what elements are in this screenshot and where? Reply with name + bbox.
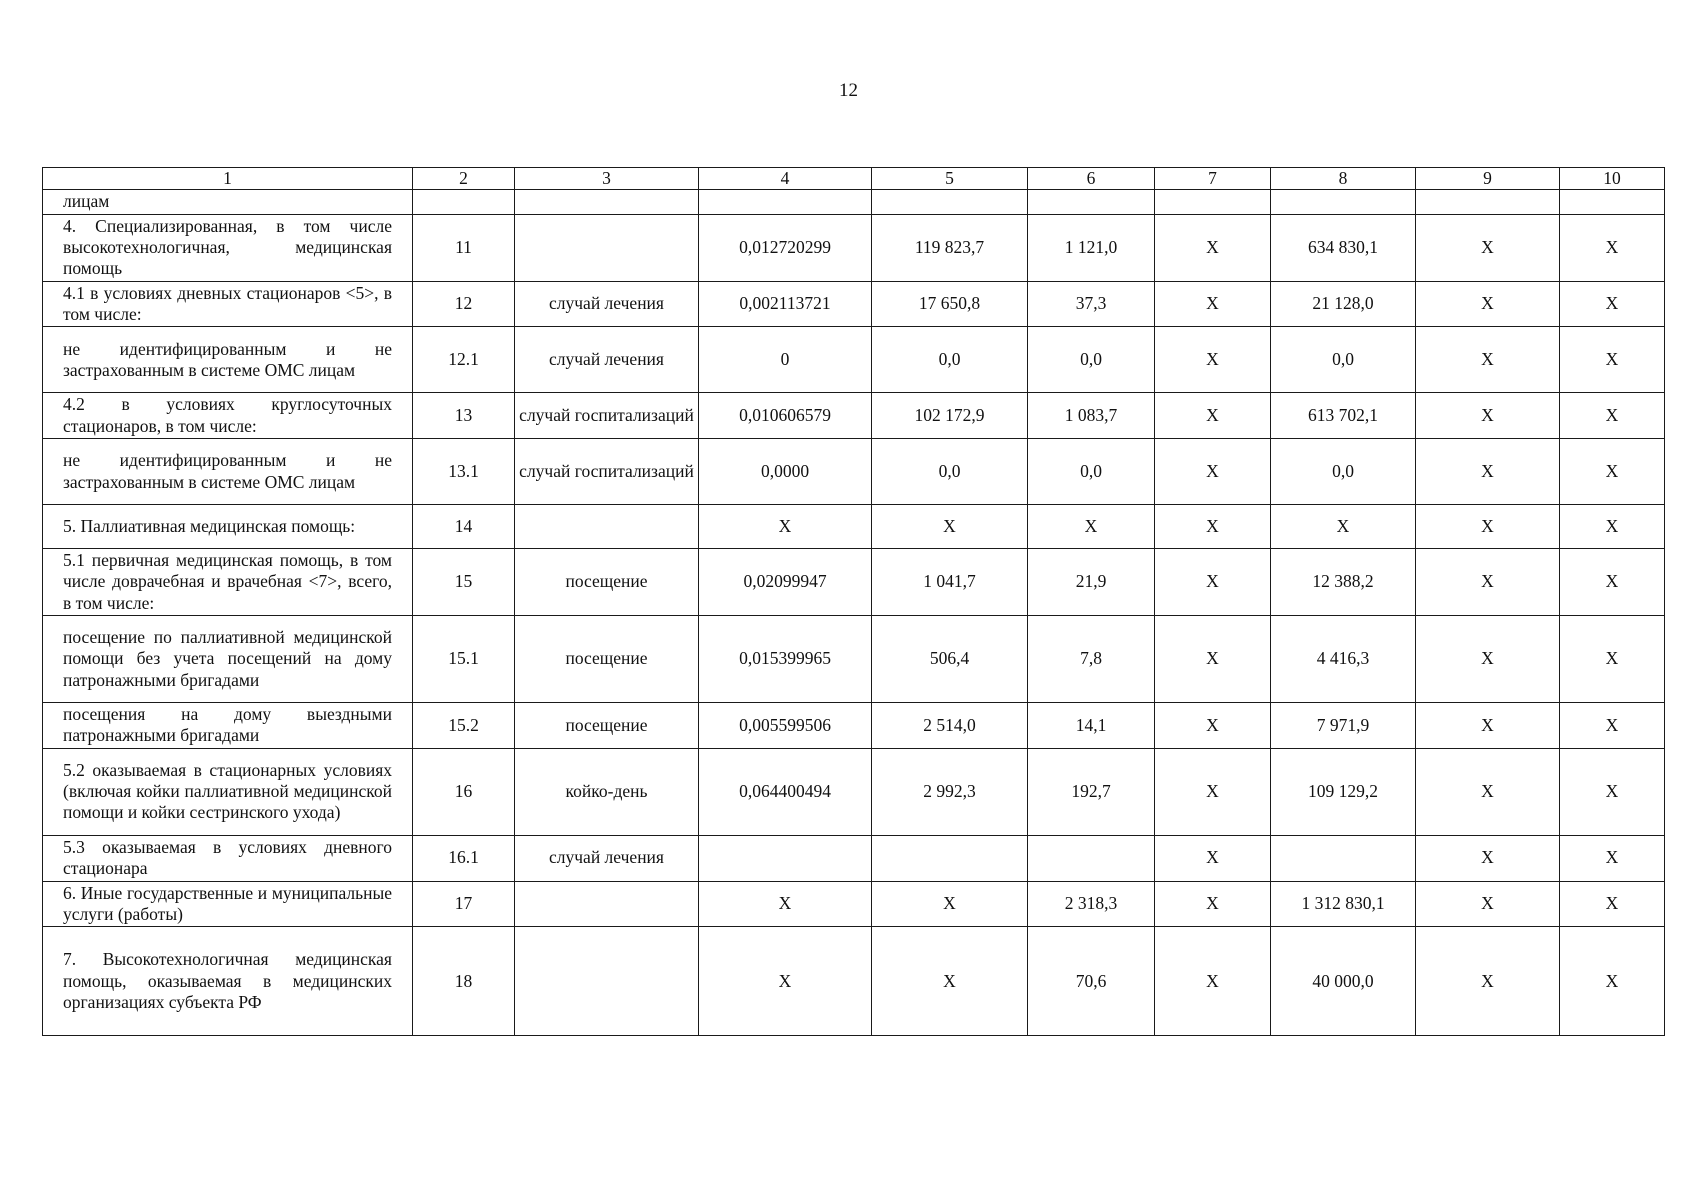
table-cell: 0,0 <box>1271 327 1416 393</box>
table-cell: 1 083,7 <box>1028 393 1155 439</box>
table-cell: 119 823,7 <box>872 214 1028 281</box>
row-description: 6. Иные государственные и муниципальные услуги (работы) <box>43 881 413 927</box>
table-cell <box>1271 190 1416 214</box>
table-cell: X <box>1560 703 1665 749</box>
table-cell: X <box>1155 703 1271 749</box>
table-cell <box>515 190 699 214</box>
table-cell: 7,8 <box>1028 616 1155 703</box>
table-cell: 40 000,0 <box>1271 927 1416 1036</box>
table-cell: 2 992,3 <box>872 748 1028 835</box>
table-row <box>43 549 1665 616</box>
table-cell: случай лечения <box>515 281 699 327</box>
column-number: 1 <box>43 168 413 190</box>
table-body <box>43 168 1665 1036</box>
table-cell: 4 416,3 <box>1271 616 1416 703</box>
table-row <box>43 748 1665 835</box>
table-cell: X <box>1155 549 1271 616</box>
table-cell: 0,0000 <box>699 439 872 505</box>
table-cell: 37,3 <box>1028 281 1155 327</box>
table-cell <box>872 835 1028 881</box>
table-cell: X <box>1560 393 1665 439</box>
column-number-row <box>43 168 1665 190</box>
column-number: 7 <box>1155 168 1271 190</box>
table-cell: 0,064400494 <box>699 748 872 835</box>
row-description: 7. Высокотехнологичная медицинская помощь, оказываемая в медицинских организациях субъекта РФ <box>43 927 413 1036</box>
table-cell: 14 <box>413 505 515 549</box>
table-cell: X <box>1560 881 1665 927</box>
table-cell <box>1028 835 1155 881</box>
table-row <box>43 835 1665 881</box>
table-cell: 21 128,0 <box>1271 281 1416 327</box>
table-cell: X <box>1560 327 1665 393</box>
table-row <box>43 327 1665 393</box>
table-cell: X <box>1155 393 1271 439</box>
table-cell <box>1416 190 1560 214</box>
table-cell: X <box>1416 393 1560 439</box>
table-cell: 0,0 <box>872 327 1028 393</box>
table-cell: 13.1 <box>413 439 515 505</box>
table-cell: 0,0 <box>872 439 1028 505</box>
table-cell: X <box>1155 214 1271 281</box>
table-cell: 0 <box>699 327 872 393</box>
table-cell: X <box>699 881 872 927</box>
table-cell: X <box>1560 505 1665 549</box>
row-description: 5.2 оказываемая в стационарных условиях (включая койки паллиативной медицинской помощи и койки сестринского ухода) <box>43 748 413 835</box>
table-cell <box>515 505 699 549</box>
table-cell: 0,0 <box>1028 439 1155 505</box>
table-cell: X <box>1416 549 1560 616</box>
table-cell: 15.2 <box>413 703 515 749</box>
row-description: 5. Паллиативная медицинская помощь: <box>43 505 413 549</box>
column-number: 8 <box>1271 168 1416 190</box>
row-description: не идентифицированным и не застрахованным в системе ОМС лицам <box>43 439 413 505</box>
table-cell <box>413 190 515 214</box>
table-cell <box>1560 190 1665 214</box>
table-cell: 0,0 <box>1271 439 1416 505</box>
table-cell: X <box>1416 703 1560 749</box>
table-row <box>43 927 1665 1036</box>
table-cell: 102 172,9 <box>872 393 1028 439</box>
row-description: не идентифицированным и не застрахованным в системе ОМС лицам <box>43 327 413 393</box>
table-cell: 21,9 <box>1028 549 1155 616</box>
table-cell: случай госпитализаций <box>515 393 699 439</box>
table-cell: 109 129,2 <box>1271 748 1416 835</box>
table-cell <box>699 835 872 881</box>
table-cell: X <box>1155 281 1271 327</box>
table-row <box>43 616 1665 703</box>
table-cell: 0,002113721 <box>699 281 872 327</box>
table-cell: 15 <box>413 549 515 616</box>
table-cell: 2 318,3 <box>1028 881 1155 927</box>
table-cell: 7 971,9 <box>1271 703 1416 749</box>
table-cell: X <box>1416 835 1560 881</box>
column-number: 6 <box>1028 168 1155 190</box>
column-number: 9 <box>1416 168 1560 190</box>
table-cell: 12 <box>413 281 515 327</box>
table-cell <box>699 190 872 214</box>
table-cell <box>515 927 699 1036</box>
table-cell: X <box>1560 549 1665 616</box>
table-cell <box>1155 190 1271 214</box>
table-cell: X <box>1416 214 1560 281</box>
table-row <box>43 214 1665 281</box>
table-cell: 16.1 <box>413 835 515 881</box>
table-cell: X <box>699 505 872 549</box>
table-cell: 14,1 <box>1028 703 1155 749</box>
row-description: лицам <box>43 190 413 214</box>
table-cell: 1 312 830,1 <box>1271 881 1416 927</box>
table-cell: X <box>1416 439 1560 505</box>
table-cell: X <box>1416 327 1560 393</box>
table-row <box>43 393 1665 439</box>
table-cell: X <box>1416 505 1560 549</box>
table-cell: X <box>1560 214 1665 281</box>
table-cell: X <box>1560 927 1665 1036</box>
data-table <box>42 167 1665 1036</box>
table-cell: 0,015399965 <box>699 616 872 703</box>
table-cell: 12 388,2 <box>1271 549 1416 616</box>
page-number: 12 <box>839 80 858 101</box>
table-cell: X <box>1155 505 1271 549</box>
row-description: посещение по паллиативной медицинской помощи без учета посещений на дому патронажными бригадами <box>43 616 413 703</box>
table-cell: 0,02099947 <box>699 549 872 616</box>
table-cell: 1 041,7 <box>872 549 1028 616</box>
table-cell: случай лечения <box>515 835 699 881</box>
table-cell: X <box>1271 505 1416 549</box>
table-cell: X <box>1416 927 1560 1036</box>
table-cell: X <box>1155 616 1271 703</box>
table-cell: 15.1 <box>413 616 515 703</box>
table-cell: X <box>872 881 1028 927</box>
table-cell: 634 830,1 <box>1271 214 1416 281</box>
row-description: 4.1 в условиях дневных стационаров <5>, в том числе: <box>43 281 413 327</box>
table-cell: X <box>1416 616 1560 703</box>
table-cell <box>872 190 1028 214</box>
table-cell: X <box>1560 616 1665 703</box>
table-cell: 0,0 <box>1028 327 1155 393</box>
table-cell: 13 <box>413 393 515 439</box>
table-cell <box>1271 835 1416 881</box>
table-cell: посещение <box>515 703 699 749</box>
table-cell: X <box>1560 439 1665 505</box>
table-cell: 192,7 <box>1028 748 1155 835</box>
table-cell: 16 <box>413 748 515 835</box>
table-row <box>43 881 1665 927</box>
table-cell: 70,6 <box>1028 927 1155 1036</box>
table-cell: X <box>1560 835 1665 881</box>
table-cell: 506,4 <box>872 616 1028 703</box>
table-cell: X <box>872 927 1028 1036</box>
table-cell: X <box>699 927 872 1036</box>
table-cell: X <box>1416 881 1560 927</box>
table-cell: 613 702,1 <box>1271 393 1416 439</box>
table-cell: 0,005599506 <box>699 703 872 749</box>
row-description: 5.1 первичная медицинская помощь, в том числе доврачебная и врачебная <7>, всего, в том числе: <box>43 549 413 616</box>
row-description: посещения на дому выездными патронажными бригадами <box>43 703 413 749</box>
table-row <box>43 439 1665 505</box>
table-cell: X <box>1560 281 1665 327</box>
table-cell: X <box>1155 327 1271 393</box>
table-cell: X <box>1155 927 1271 1036</box>
table-cell: посещение <box>515 616 699 703</box>
table-row <box>43 505 1665 549</box>
column-number: 3 <box>515 168 699 190</box>
table-cell: X <box>1155 439 1271 505</box>
column-number: 4 <box>699 168 872 190</box>
table-cell: 1 121,0 <box>1028 214 1155 281</box>
column-number: 2 <box>413 168 515 190</box>
table-cell: случай госпитализаций <box>515 439 699 505</box>
table-cell: койко-день <box>515 748 699 835</box>
table-cell: X <box>1416 281 1560 327</box>
table-cell: 12.1 <box>413 327 515 393</box>
table-cell: 17 650,8 <box>872 281 1028 327</box>
row-description: 5.3 оказываемая в условиях дневного стационара <box>43 835 413 881</box>
table-cell: посещение <box>515 549 699 616</box>
table-row <box>43 281 1665 327</box>
table-cell: X <box>1155 748 1271 835</box>
table-row <box>43 703 1665 749</box>
column-number: 5 <box>872 168 1028 190</box>
table-cell: X <box>1416 748 1560 835</box>
table-cell: 2 514,0 <box>872 703 1028 749</box>
table-cell: X <box>1155 835 1271 881</box>
column-number: 10 <box>1560 168 1665 190</box>
table-cell: 17 <box>413 881 515 927</box>
table-cell: X <box>1155 881 1271 927</box>
table-cell <box>515 881 699 927</box>
table-cell: 0,010606579 <box>699 393 872 439</box>
table-cell: случай лечения <box>515 327 699 393</box>
row-description: 4. Специализированная, в том числе высокотехнологичная, медицинская помощь <box>43 214 413 281</box>
table-cell: 0,012720299 <box>699 214 872 281</box>
table-cell <box>515 214 699 281</box>
table-row <box>43 190 1665 214</box>
table-cell: X <box>1028 505 1155 549</box>
table-cell <box>1028 190 1155 214</box>
table-cell: X <box>872 505 1028 549</box>
table-cell: 11 <box>413 214 515 281</box>
row-description: 4.2 в условиях круглосуточных стационаров, в том числе: <box>43 393 413 439</box>
table-cell: 18 <box>413 927 515 1036</box>
table-cell: X <box>1560 748 1665 835</box>
